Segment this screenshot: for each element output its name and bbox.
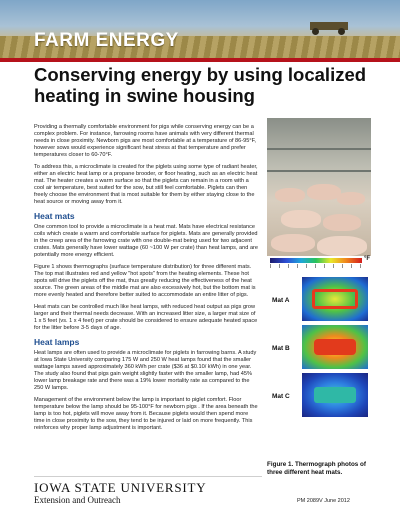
heat-mats-paragraph-1: One common tool to provide a microclimate is a heat mat. Mats have electrical resistance coils which create a warm and comfortable surface for piglets. Mats are generally provided in the creep area of the farrowing crate with one double-mat being used for two adjacent crates. Mats generally have lower wattage (60 ~100 W per crate) than heat lamps, and are potentially more energy efficient.: [34, 224, 259, 258]
publication-number: PM 2089V June 2012: [297, 498, 350, 504]
university-logo-text: IOWA STATE UNIVERSITY: [34, 480, 207, 495]
section-heading-heat-lamps: Heat lamps: [34, 337, 80, 347]
series-title: FARM ENERGY: [34, 30, 179, 51]
figure-caption: Figure 1. Thermograph photos of three different heat mats.: [267, 461, 367, 476]
mat-b-thermograph: [302, 325, 368, 369]
article-title: Conserving energy by using localized heating in swine housing: [34, 64, 367, 106]
heat-mats-paragraph-3: Heat mats can be controlled much like heat lamps, with reduced heat output as pigs grow larger and their thermal needs decrease. With an increased litter size, a larger mat size of 1 x 5 feet (vs. 1 x 4 feet) per crate should be considered to ensure adequate heated space for the litter before 3-5 days of age.: [34, 304, 258, 331]
heat-lamps-paragraph-1: Heat lamps are often used to provide a microclimate for piglets in farrowing barns. A study at Iowa State University comparing 175 W and 250 W heat lamps found that the smaller wattage lamps saved approximately 360 kWh per crate ($36 at $0.10/ kWh) in one year. The study also found that pigs gain weight slightly faster with the smaller lamp, had 45% lower lamp breakage rate and there was a 19% lower mortality rate as compared to the 250 W lamps.: [34, 350, 257, 391]
mat-c-thermograph: [302, 373, 368, 417]
temperature-scale-ticks: [270, 264, 362, 268]
mat-b-label: Mat B: [272, 345, 290, 352]
footer-divider: [34, 476, 262, 477]
section-heading-heat-mats: Heat mats: [34, 211, 75, 221]
article-body: [34, 124, 260, 437]
temperature-color-scale: [270, 258, 362, 263]
intro-paragraph-1: Providing a thermally comfortable environment for pigs while conserving energy can be a complex problem. For instance, farrowing rooms have animals with very different thermal needs in close proximity. Newborn pigs are most comfortable at a temperature of 86-95°F, however sows would experience significant heat stress at that temperature and prefer temperatures closer to 60-70°F.: [34, 124, 256, 158]
header-divider: [0, 58, 400, 62]
banner-tractor-image: [300, 20, 360, 34]
heat-mats-paragraph-2: Figure 1 shows thermographs (surface temperature distribution) for three different mats. The top mat illustrates red and yellow "hot spots" from the heating elements. These hot spots will drive the piglets off the mat, thus greatly reducing the effectiveness of the heat source. The green areas of the middle mat are also excessively hot, but the bottom mat is more evenly heated and therefore better suited to accommodate an entire litter of pigs.: [34, 264, 256, 298]
temperature-scale-unit: °F: [364, 256, 371, 262]
heat-lamps-paragraph-2: Management of the environment below the lamp is important to piglet comfort. Floor temperature below the lamp should be 95-100°F for newborn pigs . If the area beneath the lamp is too hot, piglets will move away from it. Because piglets would then spend more time in close proximity to the sow, they tend to be injured or laid on more frequently. This reinforces why proper lamp adjustment is important.: [34, 397, 258, 431]
intro-paragraph-2: To address this, a microclimate is created for the piglets using some type of radiant heater, either an electric heat lamp or a propane brooder, or floor heating, such as an electric heat mat. The heater creates a warm surface so that the piglets can remain in a room with a cool air temperature, best suited for the sow, but still feel comfortable. Piglets can then freely choose the environment that is most suitable for them by either staying close to the heat source or moving away from it.: [34, 164, 258, 205]
header-banner: [0, 0, 400, 58]
extension-outreach-text: Extension and Outreach: [34, 495, 121, 505]
mat-a-thermograph: [302, 277, 368, 321]
mat-c-label: Mat C: [272, 393, 290, 400]
farrowing-barn-photo: [267, 118, 371, 256]
mat-a-label: Mat A: [272, 297, 290, 304]
